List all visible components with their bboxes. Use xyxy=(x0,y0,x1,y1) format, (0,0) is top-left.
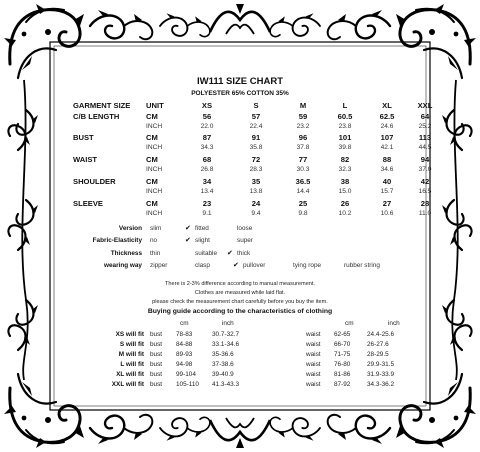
unit-cm: CM xyxy=(146,112,158,121)
guide-col-cm-waist: cm xyxy=(345,320,354,327)
guide-bust-inch: 35-36.6 xyxy=(212,351,234,358)
guide-bust-cm: 105-110 xyxy=(176,381,199,388)
unit-inch: INCH xyxy=(146,166,163,173)
table-cell-cm: 26 xyxy=(340,199,350,208)
table-row-label: BUST xyxy=(73,133,94,142)
table-cell-inch: 23.2 xyxy=(296,123,310,130)
table-cell-inch: 35.8 xyxy=(249,144,263,151)
table-header-size-s: S xyxy=(253,101,259,110)
property-option: zipper xyxy=(150,262,168,269)
guide-bust-inch: 39-40.9 xyxy=(212,371,234,378)
table-cell-cm: 27 xyxy=(382,199,392,208)
guide-waist-inch: 26-27.6 xyxy=(367,341,389,348)
property-option: super xyxy=(237,237,253,244)
table-cell-inch: 15.7 xyxy=(380,188,394,195)
table-cell-inch: 9.4 xyxy=(251,210,261,217)
guide-bust-word: bust xyxy=(150,351,163,358)
table-cell-cm: 57 xyxy=(251,112,261,121)
property-option: thick xyxy=(237,250,251,257)
property-option: clasp xyxy=(195,262,210,269)
guide-bust-cm: 99-104 xyxy=(176,371,196,378)
guide-waist-cm: 81-86 xyxy=(334,371,351,378)
table-cell-inch: 13.4 xyxy=(200,188,214,195)
material-label: POLYESTER 65% COTTON 35% xyxy=(191,90,289,97)
guide-waist-word: waist xyxy=(306,361,321,368)
guide-col-inch-bust: inch xyxy=(222,320,234,327)
guide-waist-inch: 31.9-33.9 xyxy=(367,371,395,378)
guide-waist-inch: 29.9-31.5 xyxy=(367,361,395,368)
table-cell-inch: 9.8 xyxy=(298,210,308,217)
guide-bust-inch: 41.3-43.3 xyxy=(212,381,240,388)
table-cell-inch: 11.0 xyxy=(418,210,432,217)
property-label: Version xyxy=(118,225,142,232)
note-laid-flat: Clothes are measured while laid flat. xyxy=(194,290,286,296)
table-cell-cm: 88 xyxy=(382,155,392,164)
guide-waist-inch: 28-29.5 xyxy=(367,351,389,358)
table-cell-inch: 10.2 xyxy=(338,210,352,217)
table-cell-cm: 64 xyxy=(420,112,430,121)
property-option: thin xyxy=(150,250,161,257)
property-option: tying rope xyxy=(293,262,322,269)
guide-bust-word: bust xyxy=(150,371,163,378)
table-cell-inch: 16.5 xyxy=(418,188,432,195)
unit-cm: CM xyxy=(146,177,158,186)
table-row-label: WAIST xyxy=(73,155,98,164)
table-cell-cm: 36.5 xyxy=(295,177,311,186)
guide-col-inch-waist: inch xyxy=(388,320,400,327)
table-cell-cm: 38 xyxy=(340,177,350,186)
guide-waist-word: waist xyxy=(306,381,321,388)
table-cell-cm: 87 xyxy=(202,133,212,142)
table-cell-inch: 14.4 xyxy=(296,188,310,195)
table-cell-inch: 30.3 xyxy=(296,166,310,173)
note-difference: There is 2-3% difference according to manual measurement. xyxy=(164,281,316,287)
guide-row-label: XXL will fit xyxy=(111,381,144,388)
table-cell-cm: 91 xyxy=(251,133,261,142)
check-mark-icon: ✔ xyxy=(185,237,191,244)
table-cell-cm: 23 xyxy=(202,199,212,208)
property-option: fitted xyxy=(195,225,209,232)
table-cell-cm: 68 xyxy=(202,155,212,164)
guide-bust-inch: 37-38.6 xyxy=(212,361,234,368)
guide-row-label: L will fit xyxy=(120,361,144,368)
guide-waist-cm: 66-70 xyxy=(334,341,351,348)
table-cell-cm: 28 xyxy=(420,199,430,208)
note-check-chart: please check the measurement chart carefully before you buy the item. xyxy=(152,299,328,305)
table-cell-inch: 23.8 xyxy=(338,123,352,130)
table-header-size-xs: XS xyxy=(201,101,213,110)
table-cell-cm: 59 xyxy=(298,112,308,121)
table-cell-cm: 24 xyxy=(251,199,261,208)
guide-bust-word: bust xyxy=(150,361,163,368)
table-cell-inch: 15.0 xyxy=(338,188,352,195)
check-mark-icon: ✔ xyxy=(233,262,239,269)
table-cell-cm: 77 xyxy=(298,155,308,164)
property-option: suitable xyxy=(195,250,218,257)
table-cell-cm: 101 xyxy=(338,133,352,142)
guide-waist-word: waist xyxy=(306,341,321,348)
guide-bust-cm: 89-93 xyxy=(176,351,193,358)
guide-row-label: M will fit xyxy=(118,351,144,358)
guide-bust-inch: 33.1-34.6 xyxy=(212,341,240,348)
table-header-size-m: M xyxy=(299,101,307,110)
table-cell-inch: 10.6 xyxy=(380,210,394,217)
table-cell-cm: 40 xyxy=(382,177,392,186)
table-cell-cm: 62.5 xyxy=(379,112,395,121)
guide-bust-word: bust xyxy=(150,331,163,338)
table-header-unit: UNIT xyxy=(146,101,164,110)
guide-waist-cm: 76-80 xyxy=(334,361,351,368)
table-cell-inch: 22.4 xyxy=(249,123,263,130)
table-cell-inch: 37.0 xyxy=(418,166,432,173)
table-cell-cm: 60.5 xyxy=(337,112,353,121)
table-row-label: C/B LENGTH xyxy=(73,112,120,121)
guide-row-label: XS will fit xyxy=(115,331,144,338)
table-row-label: SHOULDER xyxy=(73,177,116,186)
property-option: slight xyxy=(195,237,210,244)
table-cell-cm: 96 xyxy=(298,133,308,142)
guide-bust-inch: 30.7-32.7 xyxy=(212,331,240,338)
table-cell-cm: 113 xyxy=(418,133,432,142)
guide-waist-word: waist xyxy=(306,371,321,378)
property-label: Thickness xyxy=(110,250,142,257)
check-mark-icon: ✔ xyxy=(227,250,233,257)
table-cell-inch: 13.8 xyxy=(249,188,263,195)
guide-bust-cm: 78-83 xyxy=(176,331,193,338)
table-header-size-l: L xyxy=(342,101,348,110)
property-option: rubber string xyxy=(344,262,380,269)
guide-title: Buying guide according to the characteristics of clothing xyxy=(147,308,333,315)
guide-col-cm-bust: cm xyxy=(180,320,189,327)
property-option: slim xyxy=(150,225,162,232)
unit-cm: CM xyxy=(146,155,158,164)
table-cell-inch: 34.3 xyxy=(200,144,214,151)
guide-waist-word: waist xyxy=(306,351,321,358)
guide-bust-cm: 94-98 xyxy=(176,361,193,368)
table-cell-inch: 25.2 xyxy=(418,123,432,130)
table-cell-cm: 72 xyxy=(251,155,261,164)
table-cell-inch: 22.0 xyxy=(200,123,214,130)
table-header-garment-size: GARMENT SIZE xyxy=(73,101,131,110)
guide-bust-word: bust xyxy=(150,341,163,348)
table-cell-inch: 24.6 xyxy=(380,123,394,130)
property-option: no xyxy=(150,237,158,244)
table-cell-cm: 94 xyxy=(420,155,430,164)
table-cell-inch: 9.1 xyxy=(202,210,212,217)
unit-inch: INCH xyxy=(146,123,163,130)
table-cell-inch: 42.1 xyxy=(380,144,394,151)
guide-bust-word: bust xyxy=(150,381,163,388)
table-cell-cm: 82 xyxy=(340,155,350,164)
unit-cm: CM xyxy=(146,133,158,142)
guide-waist-inch: 24.4-25.6 xyxy=(367,331,395,338)
guide-bust-cm: 84-88 xyxy=(176,341,193,348)
guide-row-label: XL will fit xyxy=(116,371,144,378)
table-cell-cm: 42 xyxy=(420,177,430,186)
guide-waist-inch: 34.3-36.2 xyxy=(367,381,395,388)
table-header-size-xxl: XXL xyxy=(417,101,433,110)
guide-waist-cm: 62-65 xyxy=(334,331,351,338)
table-cell-cm: 34 xyxy=(202,177,212,186)
unit-cm: CM xyxy=(146,199,158,208)
table-header-size-xl: XL xyxy=(382,101,392,110)
guide-row-label: S will fit xyxy=(119,341,144,348)
property-option: pullover xyxy=(243,262,266,269)
guide-waist-cm: 71-75 xyxy=(334,351,351,358)
property-option: loose xyxy=(237,225,253,232)
guide-waist-word: waist xyxy=(306,331,321,338)
unit-inch: INCH xyxy=(146,144,163,151)
property-label: wearing way xyxy=(103,262,142,269)
table-cell-inch: 26.8 xyxy=(200,166,214,173)
table-cell-cm: 25 xyxy=(298,199,308,208)
table-cell-inch: 34.6 xyxy=(380,166,394,173)
unit-inch: INCH xyxy=(146,188,163,195)
chart-title: IW111 SIZE CHART xyxy=(196,76,284,87)
table-cell-cm: 56 xyxy=(202,112,212,121)
table-cell-inch: 32.3 xyxy=(338,166,352,173)
unit-inch: INCH xyxy=(146,210,163,217)
check-mark-icon: ✔ xyxy=(185,225,191,232)
table-row-label: SLEEVE xyxy=(73,199,103,208)
table-cell-cm: 107 xyxy=(380,133,394,142)
table-cell-inch: 39.8 xyxy=(338,144,352,151)
table-cell-inch: 37.8 xyxy=(296,144,310,151)
guide-waist-cm: 87-92 xyxy=(334,381,351,388)
property-label: Fabric-Elasticity xyxy=(92,237,142,244)
table-cell-inch: 44.5 xyxy=(418,144,432,151)
table-cell-cm: 35 xyxy=(251,177,261,186)
table-cell-inch: 28.3 xyxy=(249,166,263,173)
